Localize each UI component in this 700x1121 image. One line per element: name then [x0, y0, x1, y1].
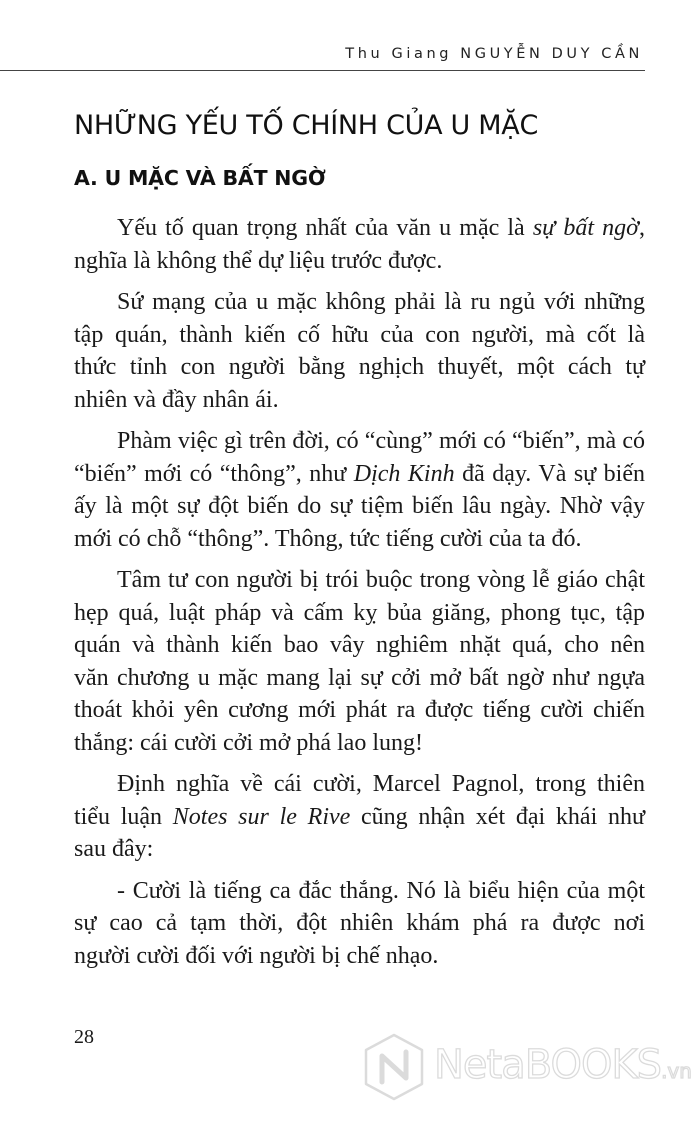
- text-line: [74, 564, 645, 597]
- text-run: tập quán, thành kiến cố hữu của con người, mà cốt là: [74, 321, 645, 348]
- text-line: [74, 458, 645, 491]
- page-number: 28: [74, 1026, 94, 1048]
- text-line: [74, 425, 645, 458]
- paragraph: [74, 212, 645, 277]
- section-title: A. U MẶC VÀ BẤT NGỜ: [74, 166, 326, 190]
- text-line: [74, 694, 645, 727]
- text-line: [74, 662, 645, 695]
- running-head-text: Thu Giang NGUYỄN DUY CẦN: [345, 46, 643, 62]
- text-line: [74, 245, 645, 278]
- text-line: [74, 907, 645, 940]
- text-line: [74, 629, 645, 662]
- text-run: sau đây:: [74, 836, 154, 862]
- paragraph: [74, 768, 645, 866]
- hexagon-n-logo-icon: [362, 1032, 426, 1102]
- text-line: [74, 490, 645, 523]
- running-header: [0, 46, 645, 71]
- text-run: tiểu luận: [74, 803, 173, 830]
- text-run: Phàm việc gì trên đời, có “cùng” mới có “biến”, mà có: [117, 428, 645, 454]
- text-line: [74, 597, 645, 630]
- text-line: [74, 319, 645, 352]
- text-run: quán và thành kiến bao vây nghiêm nhặt quá, cho nên: [74, 632, 645, 658]
- italic-text-run: sự bất ngờ: [532, 215, 639, 241]
- text-run: ,: [639, 215, 645, 241]
- text-line: [74, 875, 645, 908]
- paragraph: [74, 564, 645, 759]
- text-line: [74, 801, 645, 834]
- paragraph: [74, 875, 645, 973]
- text-run: hẹp quá, luật pháp và cấm kỵ bủa giăng, phong tục, tập: [74, 599, 645, 626]
- text-run: “biến” mới có “thông”, như: [74, 460, 354, 487]
- text-run: cũng nhận xét đại khái như: [350, 803, 645, 830]
- paragraph: [74, 286, 645, 416]
- watermark-brand: NetaBOOKS.vn: [434, 1042, 692, 1088]
- text-run: văn chương u mặc mang lại sự cởi mở bất ngờ như ngựa: [74, 664, 645, 691]
- text-line: [74, 523, 645, 556]
- text-run: Định nghĩa về cái cười, Marcel Pagnol, trong thiên: [117, 771, 645, 797]
- body-text: [74, 212, 645, 981]
- text-run: thoát khỏi yên cương mới phát ra được tiếng cười chiến: [74, 697, 645, 723]
- text-run: thức tỉnh con người bằng nghịch thuyết, một cách tự: [74, 354, 645, 380]
- text-run: - Cười là tiếng ca đắc thắng. Nó là biểu hiện của một: [117, 877, 645, 904]
- text-run: Yếu tố quan trọng nhất của văn u mặc là: [117, 215, 533, 241]
- chapter-title: NHỮNG YẾU TỐ CHÍNH CỦA U MẶC: [74, 110, 539, 141]
- text-run: mới có chỗ “thông”. Thông, tức tiếng cười của ta đó.: [74, 525, 582, 552]
- text-line: [74, 351, 645, 384]
- italic-text-run: Notes sur le Rive: [172, 803, 351, 830]
- text-line: [74, 727, 645, 760]
- text-run: sự cao cả tạm thời, đột nhiên khám phá ra được nơi: [74, 910, 645, 936]
- text-line: [74, 940, 645, 973]
- text-run: Tâm tư con người bị trói buộc trong vòng lễ giáo chật: [117, 567, 645, 593]
- text-line: [74, 768, 645, 801]
- text-run: nhiên và đầy nhân ái.: [74, 386, 279, 413]
- text-line: [74, 384, 645, 417]
- italic-text-run: Dịch Kinh: [353, 460, 455, 487]
- text-line: [74, 212, 645, 245]
- text-run: ấy là một sự đột biến do sự tiệm biến lâu ngày. Nhờ vậy: [74, 493, 645, 519]
- text-line: [74, 286, 645, 319]
- text-run: người cười đối với người bị chế nhạo.: [74, 942, 439, 969]
- text-line: [74, 833, 645, 866]
- paragraph: [74, 425, 645, 555]
- text-run: nghĩa là không thể dự liệu trước được.: [74, 247, 443, 274]
- text-run: thắng: cái cười cởi mở phá lao lung!: [74, 729, 423, 756]
- watermark: [362, 1032, 692, 1102]
- text-run: đã dạy. Và sự biến: [454, 460, 646, 487]
- text-run: Sứ mạng của u mặc không phải là ru ngủ với những: [117, 289, 645, 315]
